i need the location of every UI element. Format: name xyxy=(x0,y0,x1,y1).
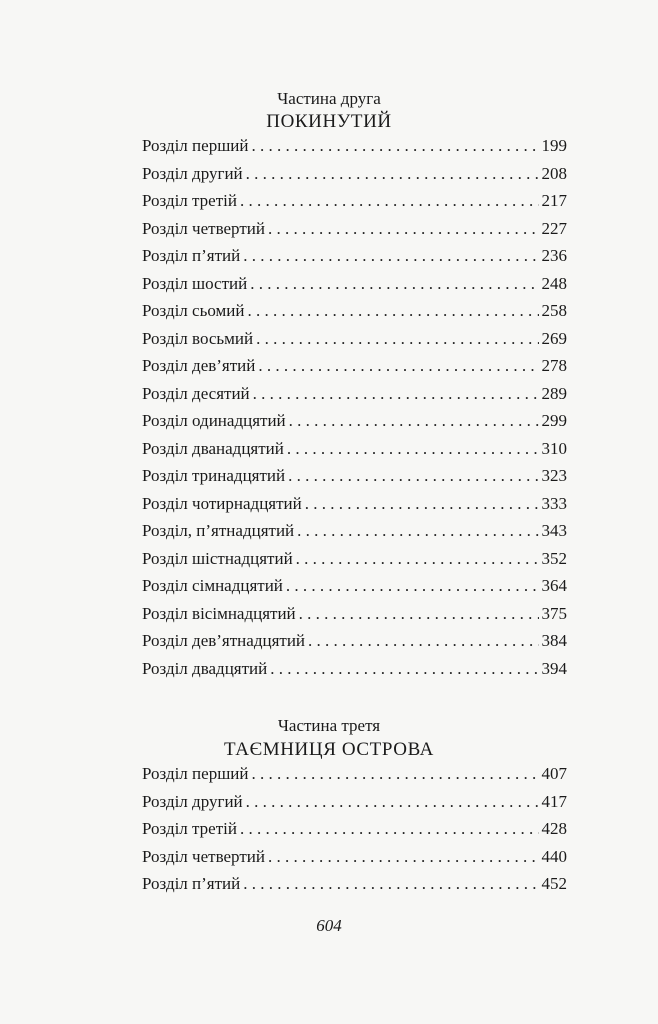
toc-entry xyxy=(142,659,567,687)
dot-leader xyxy=(297,521,538,541)
toc-entry-page: 375 xyxy=(541,603,567,623)
toc-entry xyxy=(142,466,567,494)
toc-entry-page: 394 xyxy=(541,658,567,678)
toc-entry xyxy=(142,439,567,467)
toc-entry-title: Розділ перший xyxy=(142,764,249,783)
toc-entry-title: Розділ чотирнадцятий xyxy=(142,493,302,513)
toc-entry xyxy=(142,411,567,439)
toc-entry xyxy=(142,549,567,577)
toc-entry xyxy=(142,764,567,792)
toc-entry-title: Розділ шостий xyxy=(142,273,248,293)
toc-entry xyxy=(142,819,567,847)
toc-entry xyxy=(142,521,567,549)
dot-leader xyxy=(287,439,539,459)
toc-entry-title: Розділ третій xyxy=(142,819,237,838)
toc-entry-title: Розділ сімнадцятий xyxy=(142,576,283,595)
toc-entry-title: Розділ третій xyxy=(142,191,237,210)
part-two-label: Частина друга xyxy=(277,89,381,108)
toc-entry xyxy=(142,792,567,820)
toc-entry-title: Розділ другий xyxy=(142,791,243,811)
toc-entry-page: 217 xyxy=(541,191,567,210)
dot-leader xyxy=(251,136,538,156)
toc-entry xyxy=(142,576,567,604)
page-number: 604 xyxy=(316,916,342,935)
toc-entry xyxy=(142,874,567,902)
toc-entry xyxy=(142,604,567,632)
toc-entry-title: Розділ четвертий xyxy=(142,846,265,866)
toc-entry-page: 440 xyxy=(541,846,567,866)
toc-entry-page: 227 xyxy=(541,218,567,238)
dot-leader xyxy=(243,246,538,266)
dot-leader xyxy=(240,819,539,839)
toc-entry xyxy=(142,494,567,522)
toc-entry-title: Розділ дванадцятий xyxy=(142,438,284,458)
toc-entry-page: 323 xyxy=(541,466,567,485)
toc-entry-page: 269 xyxy=(541,328,567,348)
toc-entry-page: 236 xyxy=(541,246,567,265)
dot-leader xyxy=(246,792,539,812)
dot-leader xyxy=(240,191,539,211)
dot-leader xyxy=(268,847,539,867)
toc-entry-title: Розділ сьомий xyxy=(142,301,245,320)
toc-entry xyxy=(142,164,567,192)
dot-leader xyxy=(268,219,539,239)
dot-leader xyxy=(296,549,539,569)
dot-leader xyxy=(286,576,539,596)
toc-entry xyxy=(142,274,567,302)
part-three-label: Частина третя xyxy=(277,716,381,735)
dot-leader xyxy=(253,384,539,404)
toc-entry-title: Розділ дев’ятнадцятий xyxy=(142,631,306,650)
toc-entry-title: Розділ дев’ятий xyxy=(142,356,256,375)
toc-entry-page: 417 xyxy=(541,791,567,811)
toc-entry-page: 278 xyxy=(541,356,567,375)
toc-entry-title: Розділ одинадцятий xyxy=(142,411,286,430)
toc-entry-title: Розділ восьмий xyxy=(142,328,254,348)
toc-entry-page: 199 xyxy=(541,136,567,155)
toc-entry-page: 310 xyxy=(541,438,567,458)
toc-entry xyxy=(142,384,567,412)
toc-entry-title: Розділ п’ятий xyxy=(142,246,241,265)
toc-entry-page: 208 xyxy=(541,163,567,183)
dot-leader xyxy=(299,604,539,624)
toc-entry-page: 299 xyxy=(541,411,567,430)
dot-leader xyxy=(305,494,539,514)
dot-leader xyxy=(308,631,538,651)
dot-leader xyxy=(289,411,539,431)
toc-entry-title: Розділ вісімнадцятий xyxy=(142,603,296,623)
dot-leader xyxy=(250,274,538,294)
toc-entry-title: Розділ перший xyxy=(142,136,249,155)
toc-entry-page: 364 xyxy=(541,576,567,595)
dot-leader xyxy=(247,301,538,321)
toc-entry-page: 407 xyxy=(541,764,567,783)
toc-entry-page: 343 xyxy=(541,521,567,540)
part-three-title: ТАЄМНИЦЯ ОСТРОВА xyxy=(224,739,434,760)
toc-entry-page: 258 xyxy=(541,301,567,320)
toc-entry-title: Розділ четвертий xyxy=(142,218,265,238)
toc-entry xyxy=(142,631,567,659)
toc-entry-page: 428 xyxy=(541,819,567,838)
toc-entry-page: 289 xyxy=(541,383,567,403)
toc-entry-title: Розділ тринадцятий xyxy=(142,466,286,485)
toc-entry xyxy=(142,356,567,384)
toc-entry-title: Розділ шістнадцятий xyxy=(142,548,293,568)
toc-entry-title: Розділ десятий xyxy=(142,383,250,403)
toc-part-two xyxy=(142,136,567,686)
dot-leader xyxy=(243,874,538,894)
toc-entry xyxy=(142,219,567,247)
toc-entry xyxy=(142,329,567,357)
toc-entry xyxy=(142,847,567,875)
dot-leader xyxy=(251,764,538,784)
part-two-title: ПОКИНУТИЙ xyxy=(266,111,392,132)
toc-entry-title: Розділ другий xyxy=(142,163,243,183)
toc-entry-page: 248 xyxy=(541,273,567,293)
toc-entry-title: Розділ, п’ятнадцятий xyxy=(142,521,295,540)
toc-entry xyxy=(142,136,567,164)
dot-leader xyxy=(246,164,539,184)
dot-leader xyxy=(270,659,538,679)
toc-entry-page: 452 xyxy=(541,874,567,893)
toc-entry xyxy=(142,191,567,219)
toc-entry xyxy=(142,301,567,329)
dot-leader xyxy=(256,329,538,349)
toc-entry xyxy=(142,246,567,274)
toc-part-three xyxy=(142,764,567,902)
toc-entry-title: Розділ п’ятий xyxy=(142,874,241,893)
toc-entry-title: Розділ двадцятий xyxy=(142,658,268,678)
dot-leader xyxy=(258,356,538,376)
toc-entry-page: 384 xyxy=(541,631,567,650)
toc-entry-page: 333 xyxy=(541,493,567,513)
dot-leader xyxy=(288,466,538,486)
toc-entry-page: 352 xyxy=(541,548,567,568)
